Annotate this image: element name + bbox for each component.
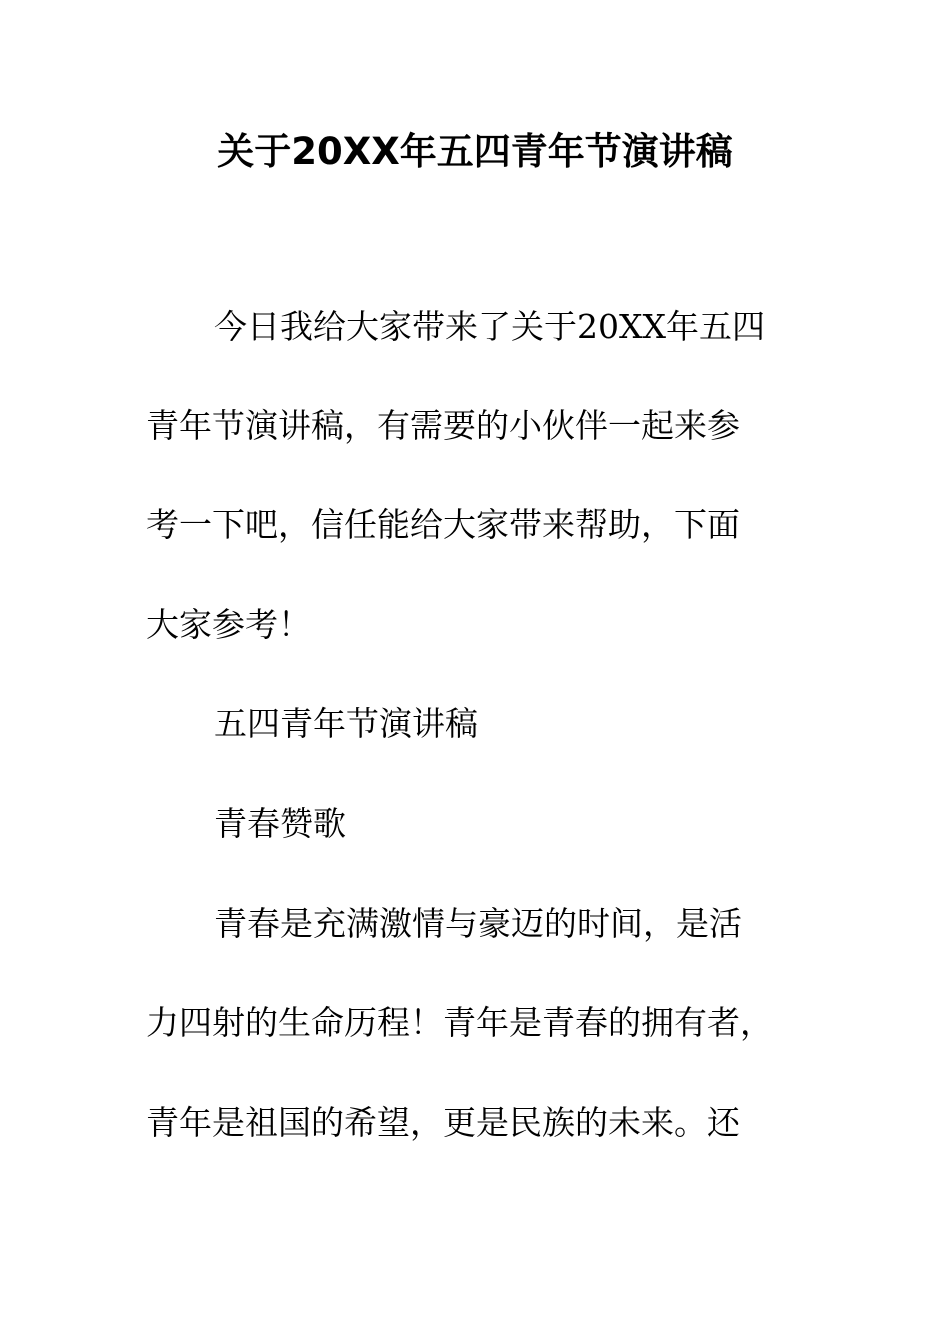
paragraph-line: 力四射的生命历程！青年是青春的拥有者， — [146, 1003, 773, 1042]
document-title: 关于20XX年五四青年节演讲稿 — [217, 130, 733, 173]
section-subheading: 青春赞歌 — [214, 804, 346, 843]
paragraph-line: 青春是充满激情与豪迈的时间，是活 — [214, 904, 742, 943]
paragraph-line: 考一下吧，信任能给大家带来帮助，下面 — [146, 505, 740, 544]
paragraph-line: 青年节演讲稿，有需要的小伙伴一起来参 — [146, 406, 740, 445]
paragraph-line: 大家参考！ — [146, 605, 311, 644]
section-heading: 五四青年节演讲稿 — [214, 704, 478, 743]
paragraph-line: 青年是祖国的希望，更是民族的未来。还 — [146, 1103, 740, 1142]
paragraph-line: 今日我给大家带来了关于20XX年五四 — [214, 307, 765, 346]
